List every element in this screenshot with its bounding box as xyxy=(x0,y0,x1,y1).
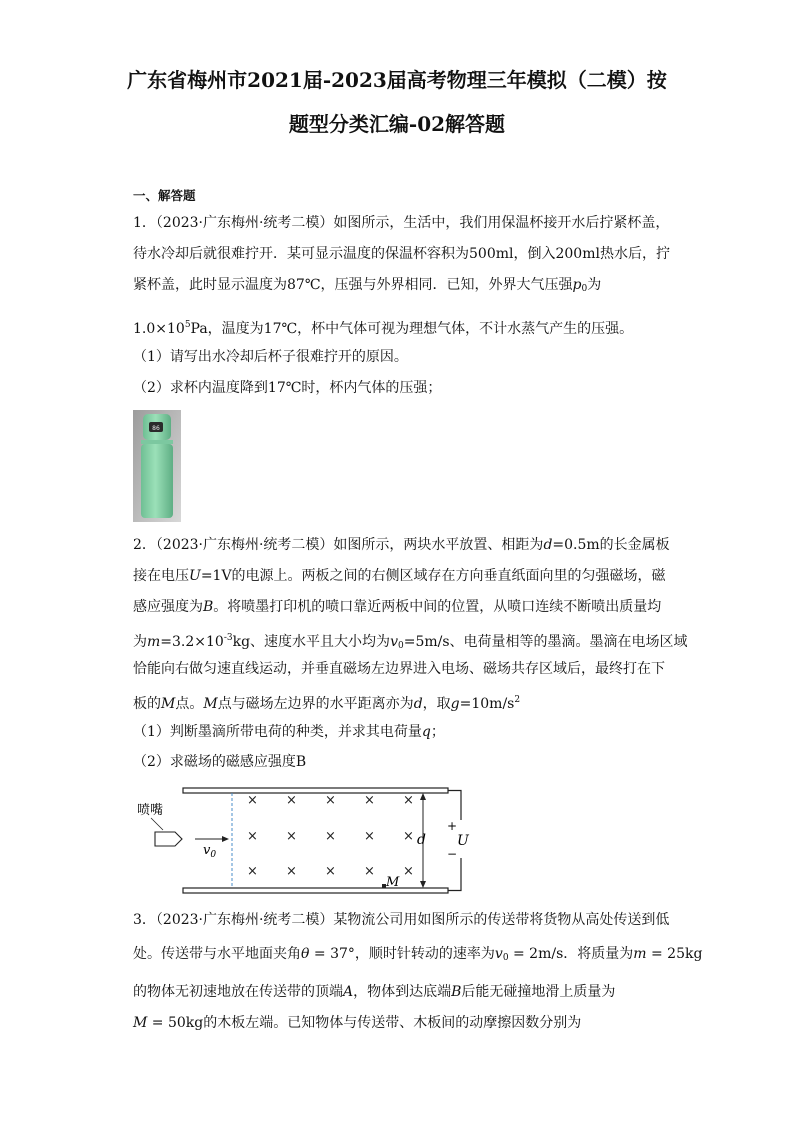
document-title-line-2: 题型分类汇编-02解答题 xyxy=(288,112,506,136)
bottle-temperature-display: 86 xyxy=(152,425,160,432)
lower-plate xyxy=(183,888,448,893)
thermos-bottle-photo xyxy=(133,410,181,522)
d-arrow-head-down xyxy=(420,881,426,888)
q1-line-3: 紧杯盖，此时显示温度为87℃，压强与外界相同．已知，外界大气压强$p_0$为 xyxy=(133,277,602,294)
q2-line-1: 2．（2023·广东梅州·统考二模）如图所示，两块水平放置、相距为d=0.5m的长金属板 xyxy=(133,537,670,553)
field-cross: × xyxy=(364,829,375,844)
nozzle-pointer xyxy=(151,818,163,830)
magnetic-field-crosses xyxy=(247,793,414,879)
field-cross: × xyxy=(247,864,258,879)
d-label: d xyxy=(417,832,426,848)
q2-sub-question-1: （1）判断墨滴所带电荷的种类，并求其电荷量q； xyxy=(133,724,445,740)
field-cross: × xyxy=(403,864,414,879)
field-cross: × xyxy=(403,829,414,844)
minus-sign: − xyxy=(447,847,458,861)
field-cross: × xyxy=(247,829,258,844)
velocity-arrow-head xyxy=(222,836,229,842)
q3-line-3: 的物体无初速地放在传送带的顶端A，物体到达底端B后能无碰撞地滑上质量为 xyxy=(133,984,616,1000)
q2-sub-question-2: （2）求磁场的磁感应强度B xyxy=(133,754,307,770)
field-cross: × xyxy=(286,793,297,808)
q2-line-4: 为$m=3.2\times 10^{-3}kg$、速度水平且大小均为$v_0=5m/s$、电荷量相等的墨滴。墨滴在电场区域 xyxy=(133,633,688,651)
field-cross: × xyxy=(286,864,297,879)
nozzle-icon xyxy=(155,832,182,846)
q1-line-4: $1.0\times 10^5Pa$，温度为17℃，杯中气体可视为理想气体，不计水蒸气产生的压强。 xyxy=(133,320,634,337)
q2-line-2: 接在电压U=1V的电源上。两板之间的右侧区域存在方向垂直纸面向里的匀强磁场，磁 xyxy=(133,568,666,584)
q1-sub-question-1: （1）请写出水冷却后杯子很难拧开的原因。 xyxy=(133,349,408,365)
voltage-label: U xyxy=(457,833,469,849)
field-cross: × xyxy=(403,793,414,808)
field-cross: × xyxy=(364,864,375,879)
q1-line-1: 1．（2023·广东梅州·统考二模）如图所示，生活中，我们用保温杯接开水后拧紧杯盖， xyxy=(133,215,670,231)
section-heading: 一、解答题 xyxy=(133,188,196,203)
nozzle-label: 喷嘴 xyxy=(137,803,164,818)
velocity-label: $v_0$ xyxy=(203,843,217,860)
q3-line-1: 3．（2023·广东梅州·统考二模）某物流公司用如图所示的传送带将货物从高处传送到低 xyxy=(133,912,670,928)
field-cross: × xyxy=(325,864,336,879)
q1-line-2: 待水冷却后就很难拧开．某可显示温度的保温杯容积为500ml，倒入200ml热水后，拧 xyxy=(133,246,670,262)
d-arrow-head-up xyxy=(420,793,426,800)
q2-line-6: 板的M点。M点与磁场左边界的水平距离亦为d，取$g=10m/s^2$ xyxy=(133,695,521,712)
q2-line-3: 感应强度为B。将喷墨打印机的喷口靠近两板中间的位置，从喷口连续不断喷出质量均 xyxy=(133,599,662,615)
field-cross: × xyxy=(247,793,258,808)
q3-line-2: 处。传送带与水平地面夹角θ = 37°，顺时针转动的速率为$v_0 = 2m/s$．将质量为m = 25kg xyxy=(133,946,703,963)
q1-sub-question-2: （2）求杯内温度降到17℃时，杯内气体的压强； xyxy=(133,380,442,396)
field-cross: × xyxy=(286,829,297,844)
field-cross: × xyxy=(325,829,336,844)
field-cross: × xyxy=(364,793,375,808)
point-m-label: M xyxy=(386,875,400,890)
plus-sign: + xyxy=(447,819,458,833)
field-cross: × xyxy=(325,793,336,808)
q2-line-5: 恰能向右做匀速直线运动，并垂直磁场左边界进入电场、磁场共存区域后，最终打在下 xyxy=(133,661,665,677)
q3-line-4: M = 50kg的木板左端。已知物体与传送带、木板间的动摩擦因数分别为 xyxy=(133,1015,582,1031)
ink-droplet-field-diagram xyxy=(133,778,473,900)
document-title-line-1: 广东省梅州市2021届-2023届高考物理三年模拟（二模）按 xyxy=(127,68,667,92)
